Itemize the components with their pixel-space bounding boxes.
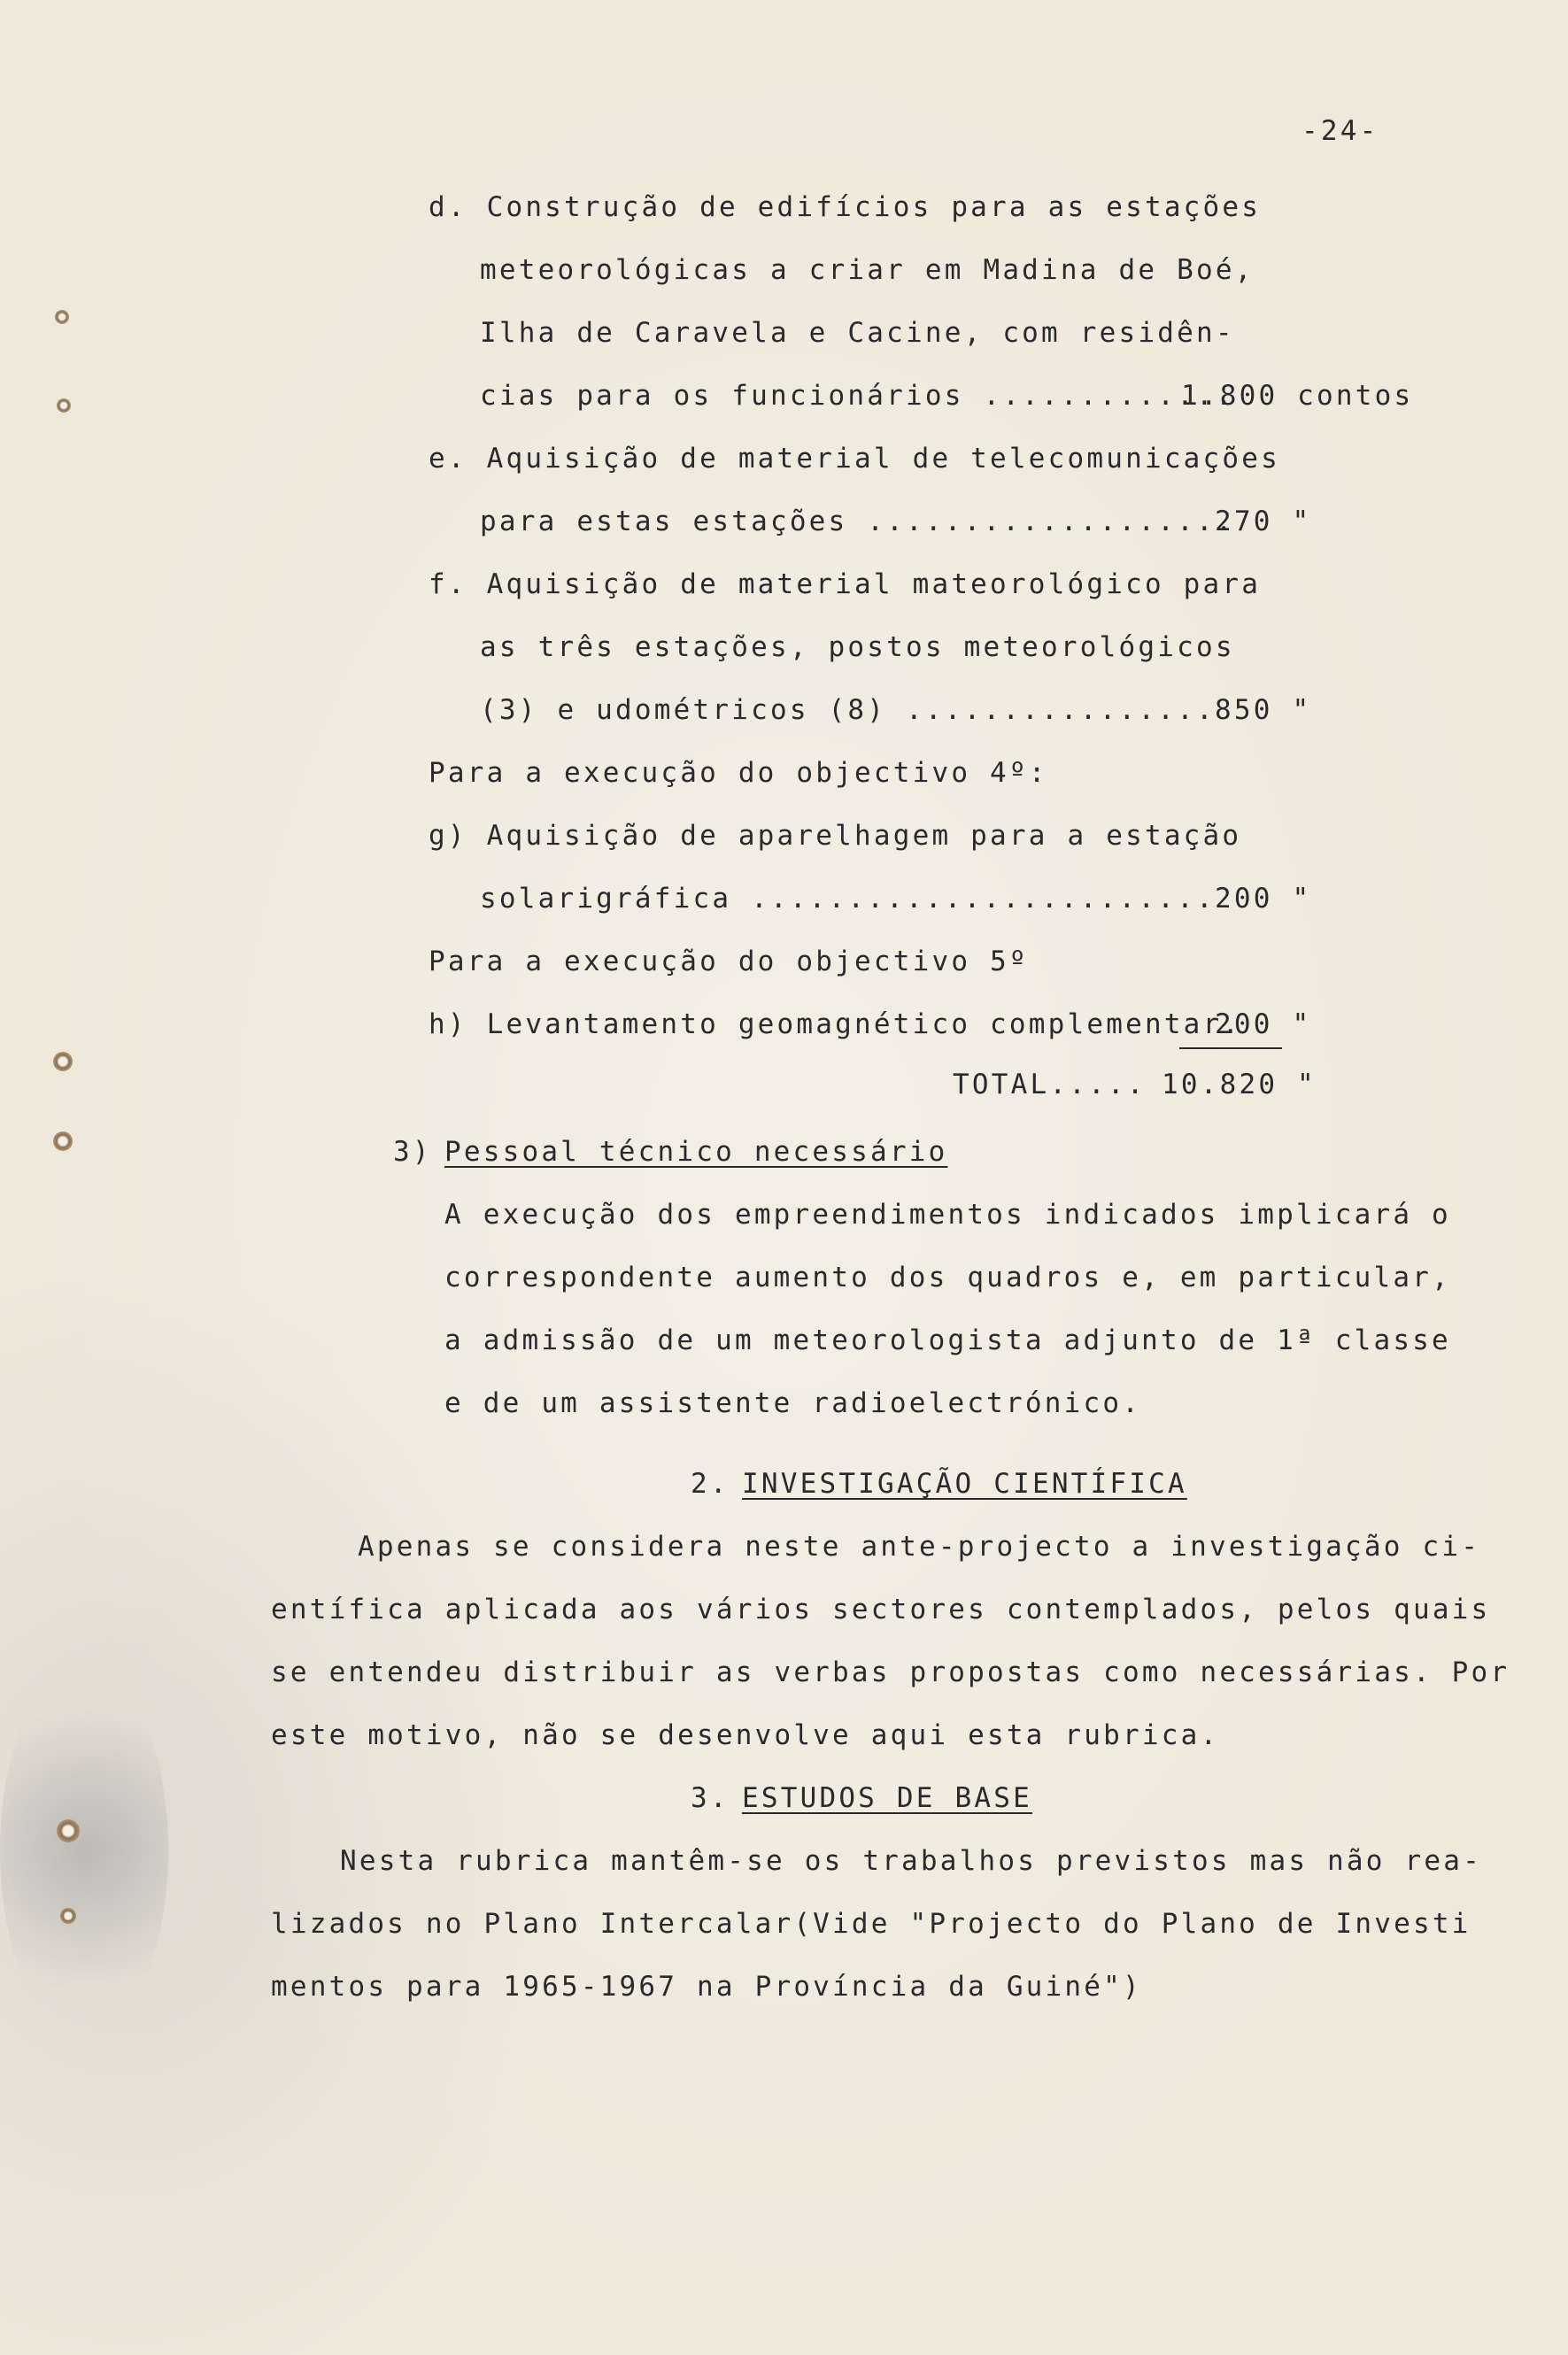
total-amount: 10.820 ": [1162, 1069, 1317, 1100]
objective-5-heading: Para a execução do objectivo 5º: [429, 946, 1029, 977]
item-d-line-4: cias para os funcionários .............: [480, 380, 1235, 412]
estudos-line-1: Nesta rubrica mantêm-se os trabalhos previstos mas não rea-: [340, 1845, 1482, 1877]
water-stain: [0, 1664, 168, 2036]
investigacao-title: INVESTIGAÇÃO CIENTÍFICA: [742, 1468, 1187, 1500]
item-f-line-1: f. Aquisição de material mateorológico para: [429, 568, 1262, 600]
punch-hole: [53, 1131, 73, 1151]
pessoal-line-1: A execução dos empreendimentos indicados implicará o: [444, 1199, 1451, 1231]
objective-4-heading: Para a execução do objectivo 4º:: [429, 757, 1048, 789]
investigacao-line-4: este motivo, não se desenvolve aqui esta rubrica.: [271, 1719, 1220, 1751]
item-g-amount: 200 ": [1215, 883, 1312, 915]
item-g-line-2: solarigráfica ........................: [480, 883, 1216, 915]
investigacao-line-3: se entendeu distribuir as verbas propostas como necessárias. Por: [271, 1656, 1510, 1688]
item-f-amount: 850 ": [1215, 694, 1312, 726]
pessoal-line-3: a admissão de um meteorologista adjunto de 1ª classe: [444, 1324, 1451, 1356]
item-h-amount: 200 ": [1215, 1008, 1312, 1040]
pessoal-line-4: e de um assistente radioelectrónico.: [444, 1387, 1142, 1419]
item-d-line-3: Ilha de Caravela e Cacine, com residên-: [480, 317, 1235, 349]
punch-hole: [55, 310, 69, 324]
punch-hole: [57, 1819, 80, 1842]
item-e-line-1: e. Aquisição de material de telecomunicações: [429, 443, 1280, 475]
investigacao-line-1: Apenas se considera neste ante-projecto a investigação ci-: [358, 1531, 1481, 1563]
estudos-line-2: lizados no Plano Intercalar(Vide "Projecto do Plano de Investi: [271, 1908, 1471, 1940]
page-number: -24-: [1302, 115, 1379, 147]
estudos-title: ESTUDOS DE BASE: [742, 1782, 1032, 1814]
pessoal-line-2: correspondente aumento dos quadros e, em particular,: [444, 1262, 1451, 1293]
item-d-line-2: meteorológicas a criar em Madina de Boé,: [480, 254, 1255, 286]
item-d-amount: 1.800 contos: [1181, 380, 1414, 412]
investigacao-line-2: entífica aplicada aos vários sectores contemplados, pelos quais: [271, 1594, 1491, 1625]
estudos-number: 3.: [691, 1782, 730, 1814]
item-d-line-1: d. Construção de edifícios para as estações: [429, 191, 1262, 223]
punch-hole: [53, 1052, 73, 1071]
item-e-amount: 270 ": [1215, 506, 1312, 537]
total-label: TOTAL.....: [953, 1069, 1147, 1100]
total-rule: [1179, 1047, 1282, 1049]
pessoal-title: Pessoal técnico necessário: [444, 1136, 948, 1168]
item-e-line-2: para estas estações ...................: [480, 506, 1235, 537]
item-f-line-2: as três estações, postos meteorológicos: [480, 631, 1235, 663]
pessoal-number: 3): [393, 1136, 432, 1168]
item-g-line-1: g) Aquisição de aparelhagem para a estação: [429, 820, 1242, 852]
investigacao-number: 2.: [691, 1468, 730, 1500]
item-h-line-1: h) Levantamento geomagnético complementar.: [429, 1008, 1242, 1040]
estudos-line-3: mentos para 1965-1967 na Província da Guiné"): [271, 1971, 1142, 2003]
punch-hole: [57, 398, 71, 413]
punch-hole: [60, 1908, 76, 1924]
item-f-line-3: (3) e udométricos (8) ................: [480, 694, 1216, 726]
